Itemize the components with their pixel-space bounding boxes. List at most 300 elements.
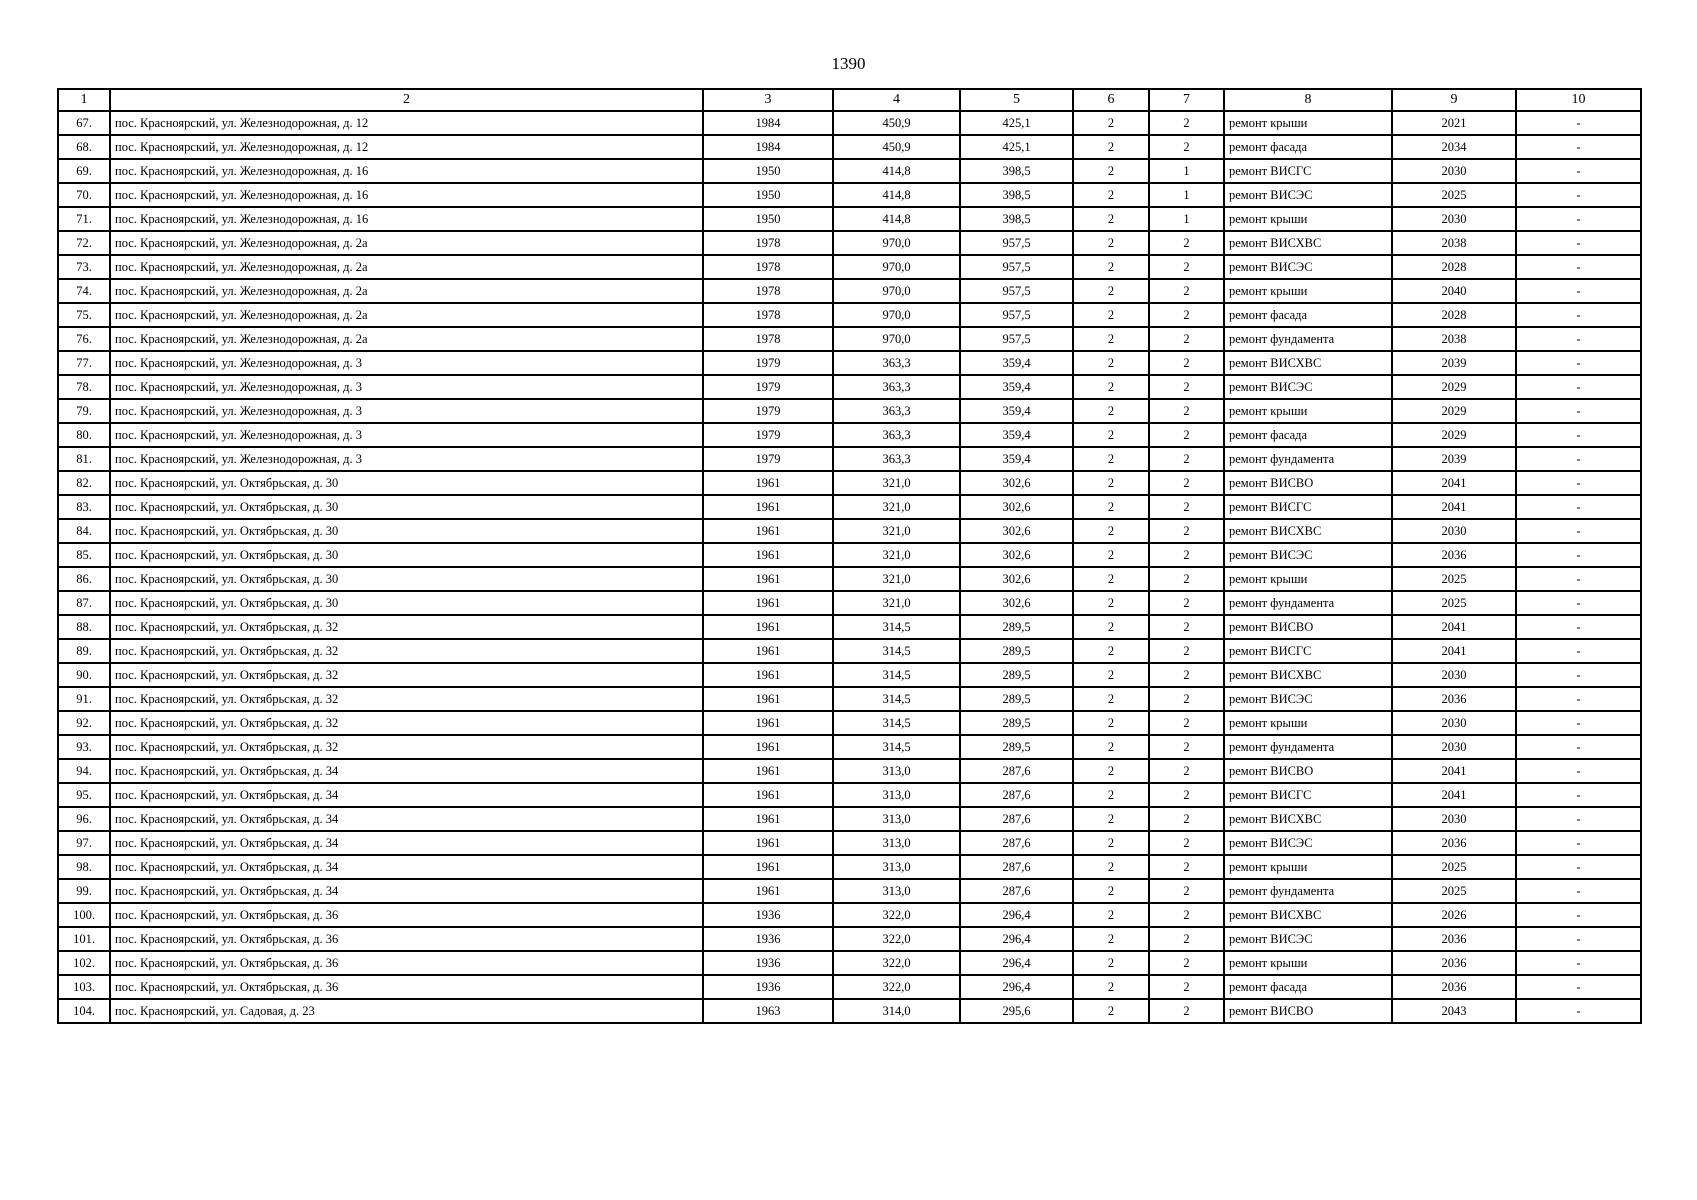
cell-col-year: 1961 <box>703 567 833 591</box>
cell-col-year-planned: 2041 <box>1392 615 1516 639</box>
cell-col-entrances: 1 <box>1149 183 1224 207</box>
cell-col-year: 1961 <box>703 711 833 735</box>
cell-col-area-living: 425,1 <box>960 135 1073 159</box>
cell-col-area-living: 398,5 <box>960 159 1073 183</box>
cell-col-work-type: ремонт ВИСХВС <box>1224 519 1392 543</box>
cell-col-year: 1979 <box>703 447 833 471</box>
cell-col-area-total: 970,0 <box>833 303 960 327</box>
cell-col-floors: 2 <box>1073 975 1149 999</box>
cell-col-address: пос. Красноярский, ул. Октябрьская, д. 36 <box>110 903 703 927</box>
cell-col-address: пос. Красноярский, ул. Железнодорожная, д. 16 <box>110 207 703 231</box>
cell-col-number: 74. <box>58 279 110 303</box>
cell-col-year-planned: 2030 <box>1392 207 1516 231</box>
cell-col-address: пос. Красноярский, ул. Железнодорожная, д. 2а <box>110 327 703 351</box>
cell-col-area-total: 970,0 <box>833 279 960 303</box>
cell-col-work-type: ремонт ВИСХВС <box>1224 663 1392 687</box>
cell-col-address: пос. Красноярский, ул. Октябрьская, д. 32 <box>110 711 703 735</box>
cell-col-area-living: 289,5 <box>960 663 1073 687</box>
cell-col-address: пос. Красноярский, ул. Октябрьская, д. 34 <box>110 879 703 903</box>
cell-col-year: 1936 <box>703 951 833 975</box>
cell-col-address: пос. Красноярский, ул. Октябрьская, д. 34 <box>110 831 703 855</box>
cell-col-area-living: 359,4 <box>960 423 1073 447</box>
cell-col-floors: 2 <box>1073 303 1149 327</box>
cell-col-floors: 2 <box>1073 951 1149 975</box>
cell-col-floors: 2 <box>1073 471 1149 495</box>
table-row <box>58 351 1641 375</box>
cell-col-area-total: 321,0 <box>833 495 960 519</box>
cell-col-area-total: 414,8 <box>833 159 960 183</box>
header-col-year: 3 <box>703 89 833 111</box>
cell-col-area-living: 302,6 <box>960 471 1073 495</box>
cell-col-entrances: 2 <box>1149 951 1224 975</box>
cell-col-number: 90. <box>58 663 110 687</box>
cell-col-area-total: 314,5 <box>833 639 960 663</box>
cell-col-floors: 2 <box>1073 759 1149 783</box>
cell-col-work-type: ремонт фасада <box>1224 423 1392 447</box>
cell-col-address: пос. Красноярский, ул. Октябрьская, д. 36 <box>110 975 703 999</box>
cell-col-year: 1961 <box>703 855 833 879</box>
cell-col-area-living: 398,5 <box>960 183 1073 207</box>
cell-col-year-planned: 2021 <box>1392 111 1516 135</box>
cell-col-number: 85. <box>58 543 110 567</box>
cell-col-area-living: 296,4 <box>960 951 1073 975</box>
cell-col-work-type: ремонт ВИСХВС <box>1224 351 1392 375</box>
cell-col-note: - <box>1516 927 1641 951</box>
cell-col-note: - <box>1516 999 1641 1023</box>
cell-col-number: 89. <box>58 639 110 663</box>
cell-col-number: 91. <box>58 687 110 711</box>
cell-col-year-planned: 2041 <box>1392 639 1516 663</box>
cell-col-year: 1950 <box>703 207 833 231</box>
cell-col-entrances: 2 <box>1149 375 1224 399</box>
cell-col-entrances: 2 <box>1149 783 1224 807</box>
cell-col-year: 1961 <box>703 807 833 831</box>
cell-col-address: пос. Красноярский, ул. Железнодорожная, д. 12 <box>110 111 703 135</box>
cell-col-floors: 2 <box>1073 735 1149 759</box>
cell-col-year: 1961 <box>703 783 833 807</box>
cell-col-address: пос. Красноярский, ул. Железнодорожная, д. 2а <box>110 303 703 327</box>
cell-col-year-planned: 2030 <box>1392 807 1516 831</box>
cell-col-work-type: ремонт ВИСВО <box>1224 759 1392 783</box>
cell-col-entrances: 2 <box>1149 423 1224 447</box>
cell-col-number: 82. <box>58 471 110 495</box>
table-row <box>58 951 1641 975</box>
cell-col-number: 92. <box>58 711 110 735</box>
cell-col-note: - <box>1516 687 1641 711</box>
table-row <box>58 279 1641 303</box>
cell-col-area-total: 314,0 <box>833 999 960 1023</box>
cell-col-year: 1984 <box>703 111 833 135</box>
cell-col-area-total: 363,3 <box>833 399 960 423</box>
cell-col-year-planned: 2030 <box>1392 159 1516 183</box>
cell-col-area-living: 296,4 <box>960 903 1073 927</box>
column-header-row <box>58 89 1641 111</box>
cell-col-number: 94. <box>58 759 110 783</box>
table-row <box>58 495 1641 519</box>
cell-col-floors: 2 <box>1073 663 1149 687</box>
cell-col-floors: 2 <box>1073 423 1149 447</box>
cell-col-work-type: ремонт крыши <box>1224 207 1392 231</box>
cell-col-entrances: 2 <box>1149 543 1224 567</box>
table-row <box>58 639 1641 663</box>
cell-col-number: 70. <box>58 183 110 207</box>
cell-col-year-planned: 2029 <box>1392 375 1516 399</box>
cell-col-area-living: 957,5 <box>960 279 1073 303</box>
cell-col-work-type: ремонт ВИСВО <box>1224 615 1392 639</box>
cell-col-work-type: ремонт крыши <box>1224 111 1392 135</box>
cell-col-year: 1961 <box>703 543 833 567</box>
cell-col-floors: 2 <box>1073 351 1149 375</box>
cell-col-entrances: 2 <box>1149 111 1224 135</box>
cell-col-note: - <box>1516 399 1641 423</box>
cell-col-address: пос. Красноярский, ул. Октябрьская, д. 34 <box>110 855 703 879</box>
cell-col-note: - <box>1516 519 1641 543</box>
cell-col-area-total: 314,5 <box>833 711 960 735</box>
cell-col-year-planned: 2041 <box>1392 783 1516 807</box>
cell-col-area-living: 302,6 <box>960 495 1073 519</box>
table-row <box>58 855 1641 879</box>
table-row <box>58 207 1641 231</box>
cell-col-note: - <box>1516 879 1641 903</box>
cell-col-entrances: 2 <box>1149 447 1224 471</box>
cell-col-year-planned: 2038 <box>1392 231 1516 255</box>
cell-col-work-type: ремонт ВИСГС <box>1224 495 1392 519</box>
table-row <box>58 519 1641 543</box>
cell-col-year-planned: 2030 <box>1392 519 1516 543</box>
table-row <box>58 591 1641 615</box>
cell-col-year: 1961 <box>703 591 833 615</box>
cell-col-year: 1950 <box>703 159 833 183</box>
cell-col-work-type: ремонт ВИСХВС <box>1224 903 1392 927</box>
cell-col-note: - <box>1516 711 1641 735</box>
cell-col-year: 1950 <box>703 183 833 207</box>
table-row <box>58 807 1641 831</box>
cell-col-address: пос. Красноярский, ул. Железнодорожная, д. 16 <box>110 159 703 183</box>
cell-col-year: 1984 <box>703 135 833 159</box>
cell-col-year: 1961 <box>703 663 833 687</box>
cell-col-floors: 2 <box>1073 135 1149 159</box>
page-number: 1390 <box>831 54 866 73</box>
table-row <box>58 303 1641 327</box>
cell-col-address: пос. Красноярский, ул. Октябрьская, д. 34 <box>110 807 703 831</box>
cell-col-entrances: 2 <box>1149 351 1224 375</box>
cell-col-work-type: ремонт ВИСЭС <box>1224 255 1392 279</box>
cell-col-number: 78. <box>58 375 110 399</box>
cell-col-floors: 2 <box>1073 375 1149 399</box>
table-row <box>58 903 1641 927</box>
cell-col-year-planned: 2036 <box>1392 543 1516 567</box>
cell-col-area-total: 321,0 <box>833 471 960 495</box>
cell-col-year: 1978 <box>703 231 833 255</box>
header-col-address: 2 <box>110 89 703 111</box>
cell-col-number: 84. <box>58 519 110 543</box>
cell-col-work-type: ремонт ВИСГС <box>1224 639 1392 663</box>
table-row <box>58 783 1641 807</box>
cell-col-note: - <box>1516 111 1641 135</box>
cell-col-address: пос. Красноярский, ул. Железнодорожная, д. 3 <box>110 423 703 447</box>
cell-col-area-total: 313,0 <box>833 783 960 807</box>
cell-col-year: 1961 <box>703 879 833 903</box>
cell-col-entrances: 2 <box>1149 591 1224 615</box>
cell-col-year: 1961 <box>703 687 833 711</box>
cell-col-work-type: ремонт фундамента <box>1224 591 1392 615</box>
cell-col-note: - <box>1516 207 1641 231</box>
cell-col-address: пос. Красноярский, ул. Октябрьская, д. 30 <box>110 591 703 615</box>
cell-col-note: - <box>1516 975 1641 999</box>
cell-col-year-planned: 2030 <box>1392 735 1516 759</box>
table-row <box>58 135 1641 159</box>
cell-col-area-total: 321,0 <box>833 543 960 567</box>
cell-col-year-planned: 2039 <box>1392 351 1516 375</box>
header-col-number: 1 <box>58 89 110 111</box>
cell-col-floors: 2 <box>1073 807 1149 831</box>
cell-col-floors: 2 <box>1073 543 1149 567</box>
cell-col-floors: 2 <box>1073 831 1149 855</box>
cell-col-floors: 2 <box>1073 519 1149 543</box>
cell-col-number: 73. <box>58 255 110 279</box>
cell-col-area-living: 295,6 <box>960 999 1073 1023</box>
cell-col-address: пос. Красноярский, ул. Садовая, д. 23 <box>110 999 703 1023</box>
cell-col-note: - <box>1516 639 1641 663</box>
table-row <box>58 999 1641 1023</box>
table-row <box>58 687 1641 711</box>
cell-col-note: - <box>1516 183 1641 207</box>
cell-col-work-type: ремонт ВИСЭС <box>1224 687 1392 711</box>
cell-col-year-planned: 2029 <box>1392 423 1516 447</box>
cell-col-number: 80. <box>58 423 110 447</box>
cell-col-year-planned: 2025 <box>1392 567 1516 591</box>
cell-col-year: 1961 <box>703 495 833 519</box>
cell-col-area-living: 398,5 <box>960 207 1073 231</box>
cell-col-floors: 2 <box>1073 903 1149 927</box>
cell-col-address: пос. Красноярский, ул. Железнодорожная, д. 16 <box>110 183 703 207</box>
cell-col-note: - <box>1516 663 1641 687</box>
table-row <box>58 735 1641 759</box>
cell-col-work-type: ремонт ВИСХВС <box>1224 807 1392 831</box>
table-row <box>58 663 1641 687</box>
cell-col-year: 1936 <box>703 903 833 927</box>
cell-col-number: 93. <box>58 735 110 759</box>
cell-col-entrances: 2 <box>1149 999 1224 1023</box>
cell-col-number: 72. <box>58 231 110 255</box>
cell-col-number: 68. <box>58 135 110 159</box>
cell-col-area-living: 289,5 <box>960 639 1073 663</box>
cell-col-entrances: 2 <box>1149 567 1224 591</box>
cell-col-entrances: 2 <box>1149 519 1224 543</box>
cell-col-area-total: 970,0 <box>833 327 960 351</box>
cell-col-year: 1963 <box>703 999 833 1023</box>
cell-col-note: - <box>1516 615 1641 639</box>
cell-col-entrances: 2 <box>1149 639 1224 663</box>
cell-col-floors: 2 <box>1073 399 1149 423</box>
cell-col-number: 81. <box>58 447 110 471</box>
header-col-floors: 6 <box>1073 89 1149 111</box>
cell-col-area-total: 314,5 <box>833 735 960 759</box>
cell-col-year-planned: 2025 <box>1392 183 1516 207</box>
cell-col-address: пос. Красноярский, ул. Октябрьская, д. 34 <box>110 759 703 783</box>
table-row <box>58 615 1641 639</box>
cell-col-area-living: 296,4 <box>960 927 1073 951</box>
cell-col-floors: 2 <box>1073 567 1149 591</box>
cell-col-entrances: 2 <box>1149 687 1224 711</box>
cell-col-year: 1979 <box>703 351 833 375</box>
cell-col-area-living: 359,4 <box>960 399 1073 423</box>
cell-col-entrances: 2 <box>1149 495 1224 519</box>
cell-col-year-planned: 2036 <box>1392 927 1516 951</box>
cell-col-entrances: 2 <box>1149 399 1224 423</box>
cell-col-area-living: 957,5 <box>960 303 1073 327</box>
header-col-area-living: 5 <box>960 89 1073 111</box>
table-row <box>58 159 1641 183</box>
cell-col-area-living: 302,6 <box>960 519 1073 543</box>
table-row <box>58 447 1641 471</box>
cell-col-area-total: 322,0 <box>833 975 960 999</box>
cell-col-address: пос. Красноярский, ул. Октябрьская, д. 30 <box>110 495 703 519</box>
cell-col-year-planned: 2028 <box>1392 255 1516 279</box>
cell-col-year: 1979 <box>703 375 833 399</box>
cell-col-floors: 2 <box>1073 639 1149 663</box>
cell-col-number: 103. <box>58 975 110 999</box>
cell-col-area-living: 302,6 <box>960 567 1073 591</box>
cell-col-note: - <box>1516 279 1641 303</box>
cell-col-work-type: ремонт крыши <box>1224 951 1392 975</box>
table-row <box>58 399 1641 423</box>
cell-col-area-total: 314,5 <box>833 615 960 639</box>
cell-col-year-planned: 2025 <box>1392 591 1516 615</box>
cell-col-year-planned: 2034 <box>1392 135 1516 159</box>
cell-col-area-total: 414,8 <box>833 207 960 231</box>
cell-col-work-type: ремонт ВИСЭС <box>1224 183 1392 207</box>
cell-col-entrances: 2 <box>1149 663 1224 687</box>
cell-col-area-living: 287,6 <box>960 831 1073 855</box>
cell-col-work-type: ремонт крыши <box>1224 855 1392 879</box>
table-row <box>58 711 1641 735</box>
cell-col-entrances: 2 <box>1149 903 1224 927</box>
cell-col-work-type: ремонт ВИСХВС <box>1224 231 1392 255</box>
cell-col-year: 1961 <box>703 615 833 639</box>
table-row <box>58 975 1641 999</box>
cell-col-year: 1961 <box>703 759 833 783</box>
cell-col-address: пос. Красноярский, ул. Железнодорожная, д. 12 <box>110 135 703 159</box>
cell-col-address: пос. Красноярский, ул. Октябрьская, д. 30 <box>110 471 703 495</box>
cell-col-floors: 2 <box>1073 591 1149 615</box>
table-row <box>58 375 1641 399</box>
cell-col-entrances: 2 <box>1149 711 1224 735</box>
cell-col-address: пос. Красноярский, ул. Железнодорожная, д. 3 <box>110 447 703 471</box>
cell-col-area-living: 289,5 <box>960 735 1073 759</box>
cell-col-area-total: 313,0 <box>833 831 960 855</box>
cell-col-year: 1936 <box>703 975 833 999</box>
cell-col-note: - <box>1516 135 1641 159</box>
cell-col-floors: 2 <box>1073 927 1149 951</box>
cell-col-work-type: ремонт фундамента <box>1224 879 1392 903</box>
repair-schedule-table <box>57 88 1642 1024</box>
cell-col-area-total: 322,0 <box>833 903 960 927</box>
cell-col-address: пос. Красноярский, ул. Железнодорожная, д. 2а <box>110 255 703 279</box>
cell-col-note: - <box>1516 423 1641 447</box>
cell-col-year-planned: 2041 <box>1392 495 1516 519</box>
cell-col-area-total: 313,0 <box>833 879 960 903</box>
cell-col-area-total: 321,0 <box>833 567 960 591</box>
cell-col-address: пос. Красноярский, ул. Октябрьская, д. 32 <box>110 615 703 639</box>
cell-col-note: - <box>1516 855 1641 879</box>
table-row <box>58 927 1641 951</box>
cell-col-area-total: 321,0 <box>833 519 960 543</box>
cell-col-work-type: ремонт ВИСЭС <box>1224 375 1392 399</box>
cell-col-work-type: ремонт крыши <box>1224 279 1392 303</box>
cell-col-area-total: 363,3 <box>833 375 960 399</box>
table-body <box>58 111 1641 1023</box>
cell-col-area-total: 363,3 <box>833 423 960 447</box>
cell-col-note: - <box>1516 327 1641 351</box>
cell-col-area-living: 287,6 <box>960 855 1073 879</box>
cell-col-note: - <box>1516 807 1641 831</box>
cell-col-number: 87. <box>58 591 110 615</box>
cell-col-address: пос. Красноярский, ул. Железнодорожная, д. 3 <box>110 351 703 375</box>
cell-col-number: 76. <box>58 327 110 351</box>
cell-col-year: 1979 <box>703 399 833 423</box>
table-row <box>58 471 1641 495</box>
cell-col-note: - <box>1516 303 1641 327</box>
cell-col-year-planned: 2036 <box>1392 831 1516 855</box>
cell-col-entrances: 2 <box>1149 927 1224 951</box>
cell-col-year-planned: 2039 <box>1392 447 1516 471</box>
cell-col-address: пос. Красноярский, ул. Октябрьская, д. 32 <box>110 663 703 687</box>
cell-col-number: 67. <box>58 111 110 135</box>
cell-col-year: 1936 <box>703 927 833 951</box>
cell-col-address: пос. Красноярский, ул. Октябрьская, д. 34 <box>110 783 703 807</box>
cell-col-entrances: 1 <box>1149 207 1224 231</box>
cell-col-floors: 2 <box>1073 111 1149 135</box>
cell-col-area-living: 296,4 <box>960 975 1073 999</box>
cell-col-note: - <box>1516 903 1641 927</box>
cell-col-area-total: 450,9 <box>833 111 960 135</box>
cell-col-floors: 2 <box>1073 711 1149 735</box>
cell-col-year: 1961 <box>703 831 833 855</box>
cell-col-number: 97. <box>58 831 110 855</box>
cell-col-year-planned: 2036 <box>1392 687 1516 711</box>
cell-col-work-type: ремонт фасада <box>1224 975 1392 999</box>
cell-col-address: пос. Красноярский, ул. Октябрьская, д. 36 <box>110 951 703 975</box>
cell-col-note: - <box>1516 759 1641 783</box>
cell-col-year: 1961 <box>703 735 833 759</box>
cell-col-area-total: 314,5 <box>833 687 960 711</box>
cell-col-note: - <box>1516 495 1641 519</box>
cell-col-entrances: 2 <box>1149 975 1224 999</box>
cell-col-area-total: 970,0 <box>833 255 960 279</box>
cell-col-work-type: ремонт фундамента <box>1224 447 1392 471</box>
table-row <box>58 255 1641 279</box>
cell-col-area-living: 957,5 <box>960 327 1073 351</box>
cell-col-note: - <box>1516 567 1641 591</box>
cell-col-area-total: 414,8 <box>833 183 960 207</box>
cell-col-note: - <box>1516 351 1641 375</box>
cell-col-year: 1961 <box>703 471 833 495</box>
cell-col-entrances: 2 <box>1149 255 1224 279</box>
cell-col-floors: 2 <box>1073 615 1149 639</box>
cell-col-area-total: 450,9 <box>833 135 960 159</box>
table-row <box>58 543 1641 567</box>
cell-col-area-living: 957,5 <box>960 231 1073 255</box>
cell-col-work-type: ремонт ВИСЭС <box>1224 927 1392 951</box>
cell-col-entrances: 2 <box>1149 303 1224 327</box>
cell-col-note: - <box>1516 951 1641 975</box>
header-col-note: 10 <box>1516 89 1641 111</box>
cell-col-note: - <box>1516 783 1641 807</box>
cell-col-year-planned: 2025 <box>1392 855 1516 879</box>
cell-col-area-living: 302,6 <box>960 591 1073 615</box>
cell-col-area-living: 359,4 <box>960 351 1073 375</box>
